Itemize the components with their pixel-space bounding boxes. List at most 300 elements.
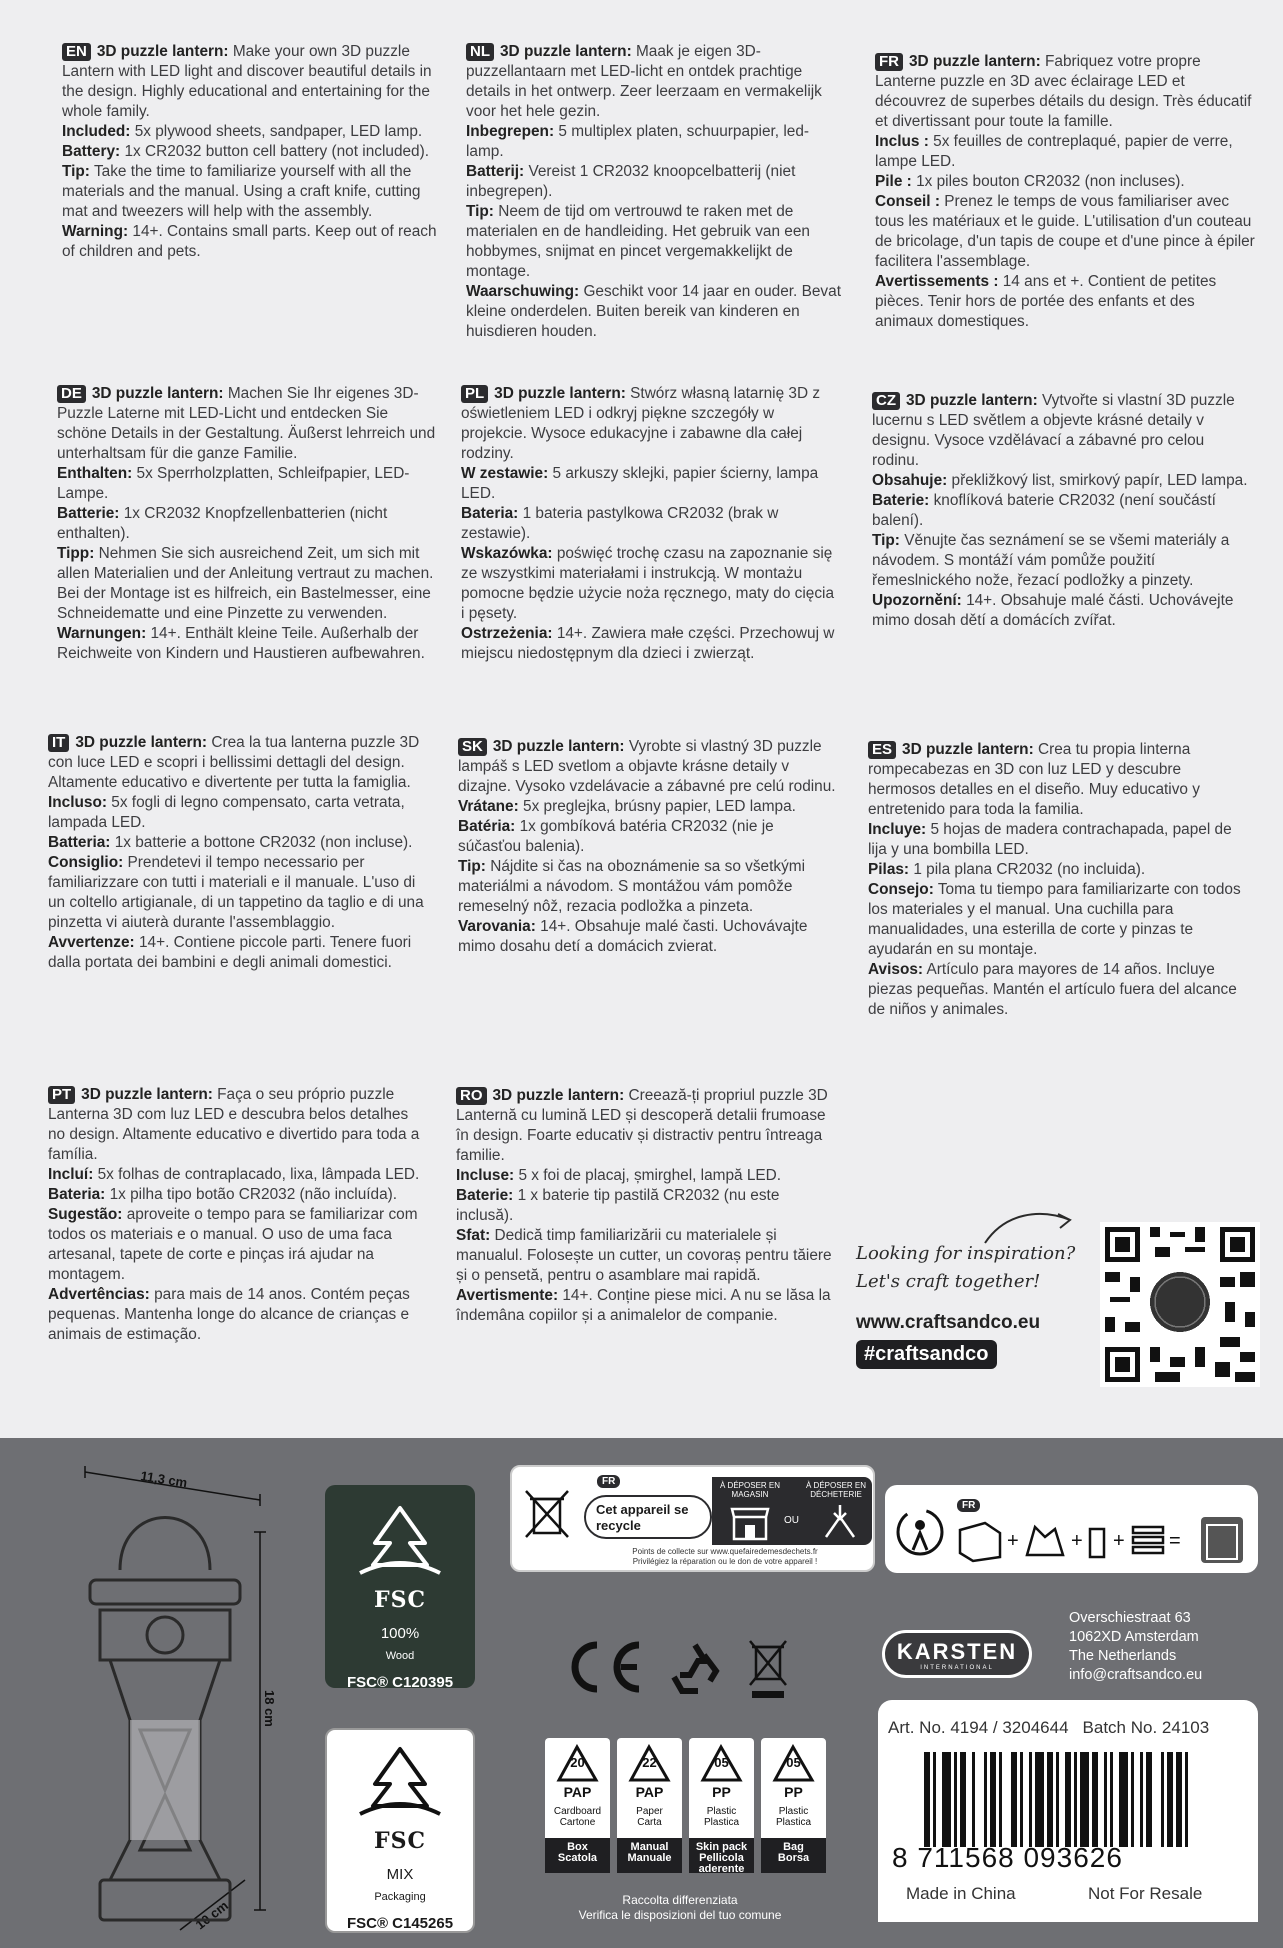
recycle-footer-line-1: Points de collecte sur www.quefairedemesdechets.fr [632,1547,818,1556]
included-label: Incluso: [48,794,107,811]
recycle-footer [580,1547,870,1567]
intro-text: Fabriquez votre propre Lanterne puzzle en 3D avec éclairage LED et découvrez de superbes détails du design. Très éducatif et divertissant pour toute la famille. [875,53,1252,130]
height-label: 18 cm [262,1690,277,1727]
tip-text: Nehmen Sie sich ausreichend Zeit, um sich mit allen Materialien und der Anleitung vertraut zu machen. Bei der Montage ist es hilfreich, ein Bastelmesser, eine Schneidematte und eine Pinzette zu verwenden. [57,545,434,622]
block-title: 3D puzzle lantern: [75,734,208,751]
instruction-block-it [48,733,428,973]
tip-label: Consiglio: [48,854,124,871]
included-text: 5 hojas de madera contrachapada, papel de lija y una bombilla LED. [868,821,1232,858]
instruction-block-de [57,384,437,664]
tip-label: Tip: [466,203,494,220]
barcode-bar [1074,1752,1077,1847]
battery-label: Batterij: [466,163,525,180]
packaging-name-en: Plastic [706,1806,737,1817]
block-included [458,797,838,817]
packaging-code-tile [617,1738,682,1873]
warning-label: Ostrzeżenia: [461,625,553,642]
block-intro [62,42,442,122]
block-title: 3D puzzle lantern: [81,1086,213,1103]
block-included [57,464,437,504]
fsc-tree-icon [355,1503,445,1578]
packaging-code-tile [545,1738,610,1873]
packaging-name-en: Cardboard [553,1806,602,1817]
recycle-footer-line-2: Privilégiez la réparation ou le don de votre appareil ! [632,1557,818,1566]
crossed-bin-icon [522,1487,572,1542]
block-warning [48,933,428,973]
barcode-bar [1011,1752,1017,1847]
packaging-material: PAP [563,1784,592,1800]
intro-text: Crea tu propia linterna rompecabezas en 3D con luz LED y descubre hermosos detalles en el diseño. Muy educativo y entretenido para toda la familia. [868,741,1200,818]
packaging-name-en: Plastic [778,1806,809,1817]
battery-label: Pile : [875,173,912,190]
included-label: Enthalten: [57,465,133,482]
tip-label: Tipp: [57,545,95,562]
battery-text: 1 bateria pastylkowa CR2032 (brak w zestawie). [461,505,779,542]
fsc-sub: Wood [385,1650,415,1662]
packaging-item [545,1838,610,1873]
language-badge: FR [875,53,903,71]
block-battery [872,491,1252,531]
svg-text:=: = [1169,1530,1181,1552]
block-tip [48,1205,428,1285]
battery-label: Battery: [62,143,121,160]
block-title: 3D puzzle lantern: [494,385,626,402]
barcode-bar [990,1752,996,1847]
article-box [878,1700,1258,1922]
language-badge: NL [466,43,494,61]
warning-label: Waarschuwing: [466,283,580,300]
not-for-resale: Not For Resale [1088,1884,1203,1903]
block-tip [868,880,1248,960]
battery-text: 1 x baterie tip pastilă CR2032 (nu este inclusă). [456,1187,780,1224]
instruction-block-sk [458,737,838,957]
tip-label: Sugestão: [48,1206,123,1223]
tip-label: Tip: [872,532,900,549]
instruction-block-fr [875,52,1255,332]
inspiration-block [856,1240,1096,1369]
block-battery [466,162,846,202]
block-warning [62,222,442,262]
packaging-material: PAP [635,1784,664,1800]
block-battery [868,860,1248,880]
included-label: Included: [62,123,131,140]
warning-text: 14+. Contains small parts. Keep out of reach of children and pets. [62,223,437,260]
block-warning [57,624,437,664]
included-text: 5x feuilles de contreplaqué, papier de verre, lampe LED. [875,133,1233,170]
block-title: 3D puzzle lantern: [91,385,224,402]
battery-text: 1x batterie a bottone CR2032 (non incluse). [114,834,413,851]
tip-text: Toma tu tiempo para familiarizarte con todos los materiales y el manual. Una cuchilla para manualidades, una esterilla de corte y pinzas te ayudarán en su montaje. [868,881,1241,958]
block-intro [875,52,1255,132]
company-address [1069,1609,1202,1685]
intro-text: Vytvořte si vlastní 3D puzzle lucernu s LED světlem a objevte krásné detaily v designu. Vysoce vzdělávací a zábavné pro celou rodinu. [872,392,1235,469]
block-included [48,793,428,833]
battery-text: 1x pilha tipo botão CR2032 (não incluída). [109,1186,398,1203]
language-badge: CZ [872,392,900,410]
language-badge: IT [48,734,69,752]
included-text: 5x Sperrholzplatten, Schleifpapier, LED-Lampe. [57,465,410,502]
tip-text: Věnujte čas seznámení se se všemi materiály a návodem. S montáží vám pomůže použití řemeslnického nože, řezací podložky a pinzety. [872,532,1230,589]
raccolta-line-2: Verifica le disposizioni del tuo comune [578,1908,782,1922]
packaging-number: 20 [570,1755,585,1770]
barcode-bar [933,1752,936,1847]
block-included [461,464,841,504]
ce-mark-icon [575,1645,639,1689]
barcode-bar [1131,1752,1134,1847]
barcode-bar [1167,1752,1173,1847]
packaging-item [617,1838,682,1873]
battery-text: 1x gombíková batéria CR2032 (nie je súčasťou balenia). [458,818,774,855]
block-included [868,820,1248,860]
block-tip [872,531,1252,591]
warning-text: para mais de 14 anos. Contém peças pequenas. Mantenha longe do alcance de crianças e animais de estimação. [48,1286,410,1343]
barcode-bar [1029,1752,1032,1847]
packaging-material: PP [784,1784,803,1800]
warning-label: Avvertenze: [48,934,135,951]
block-tip [461,544,841,624]
karsten-logo [882,1630,1032,1678]
packaging-item-it: Manuale [627,1852,672,1864]
fsc-license: FSC® C120395 [346,1674,454,1691]
battery-label: Batéria: [458,818,516,835]
weee-bin-icon [750,1641,786,1698]
website-link[interactable]: www.craftsandco.eu [856,1312,1041,1333]
tip-text: Nájdite si čas na oboznámenie sa so všetkými materiálmi a návodom. S montážou vám pomôže remeselný nôž, rezacia podložka a pinzeta. [458,858,806,915]
intro-text: Stwórz własną latarnię 3D z oświetleniem LED i odkryj piękne szczegóły w projekcie. Wysoce edukacyjne i zabawne dla całej rodziny. [461,385,821,462]
intro-text: Faça o seu próprio puzzle Lanterna 3D com luz LED e descubra belos detalhes no design. Altamente educativo e divertido para toda a família. [48,1086,420,1163]
barcode-bar [1056,1752,1059,1847]
instruction-block-nl [466,42,846,342]
block-included [62,122,442,142]
packaging-item [761,1838,826,1873]
barcode-bar [1161,1752,1164,1847]
warning-text: Artículo para mayores de 14 años. Incluye piezas pequeñas. Mantén el artículo fuera del alcance de niños y animales. [868,961,1237,1018]
lantern-dimension-drawing [60,1460,290,1940]
barcode-bar [960,1752,966,1847]
svg-text:+: + [1113,1530,1125,1552]
or-label: OU [784,1515,799,1526]
warning-label: Avertissements : [875,273,999,290]
packaging-name-it: Cartone [559,1817,596,1828]
tip-text: Dedică timp familiarizării cu materialele și manualul. Folosește un cutter, un covoraș pentru tăiere și o pensetă, pentru o asamblare mai rapidă. [456,1227,832,1284]
language-badge: PT [48,1086,75,1104]
karsten-name: KARSTEN [896,1639,1018,1664]
warning-label: Warning: [62,223,129,240]
warning-text: 14+. Obsahuje malé časti. Uchovávajte mimo dosahu detí a domácich zvierat. [458,918,808,955]
included-text: 5x plywood sheets, sandpaper, LED lamp. [134,123,423,140]
block-included [872,471,1252,491]
block-battery [48,1185,428,1205]
fsc-wood-label [325,1485,475,1691]
block-title: 3D puzzle lantern: [902,741,1034,758]
block-warning [466,282,846,342]
warning-label: Avisos: [868,961,924,978]
block-warning [868,960,1248,1020]
barcode-bar [954,1752,957,1847]
address-city: 1062XD Amsterdam [1069,1629,1199,1645]
included-text: 5x fogli di legno compensato, carta vetrata, lampada LED. [48,794,405,831]
dump-arrow-icon [820,1503,860,1541]
karsten-sub: INTERNATIONAL [920,1665,994,1671]
block-tip [57,544,437,624]
barcode-bar [942,1752,951,1847]
store-icon [730,1505,770,1541]
block-title: 3D puzzle lantern: [96,43,229,60]
block-battery [458,817,838,857]
block-title: 3D puzzle lantern: [909,53,1041,70]
recycle-dropoff-panel [712,1477,872,1545]
packaging-item-en: Box [567,1841,588,1853]
fsc-percent: 100% [380,1625,420,1642]
included-label: Inclus : [875,133,929,150]
instruction-block-pt [48,1085,428,1345]
barcode-bar [1020,1752,1023,1847]
inspiration-line-1: Looking for inspiration? [856,1243,1076,1264]
tip-label: Tip: [458,858,486,875]
compliance-marks [555,1633,795,1703]
warning-text: 14+. Contiene piccole parti. Tenere fuori dalla portata dei bambini e degli animali domestici. [48,934,412,971]
included-label: Incluse: [456,1167,515,1184]
language-badge: RO [456,1087,487,1105]
barcode-bar [1047,1752,1053,1847]
raccolta-note [540,1893,820,1923]
qr-code[interactable] [1100,1222,1260,1387]
language-badge: SK [458,738,487,756]
barcode-bar [1140,1752,1143,1847]
block-battery [461,504,841,544]
raccolta-line-1: Raccolta differenziata [622,1893,738,1907]
instruction-block-cz [872,391,1252,631]
included-label: Incluye: [868,821,927,838]
fsc-tree-icon [355,1744,445,1819]
tip-text: Neem de tijd om vertrouwd te raken met de materialen en de handleiding. Het gebruik van een hobbymes, snijmat en pincet vergemakkelijkt de montage. [466,203,810,280]
warning-label: Warnungen: [57,625,147,642]
tip-text: Prendetevi il tempo necessario per familiarizzare con tutti i materiali e il manuale. L'uso di un coltello artigianale, di un tappetino da taglio e di una pinzetta vi aiuterà durante l'assemblaggio. [48,854,424,931]
recycle-info-box [510,1465,875,1572]
battery-label: Baterie: [872,492,930,509]
block-tip [456,1226,836,1286]
block-battery [456,1186,836,1226]
block-included [456,1166,836,1186]
made-in: Made in China [906,1884,1016,1903]
fsc-mix-label [325,1728,475,1933]
battery-label: Pilas: [868,861,910,878]
block-tip [458,857,838,917]
warning-label: Avertismente: [456,1287,559,1304]
included-label: Vrátane: [458,798,519,815]
warning-text: 14+. Obsahuje malé části. Uchovávejte mimo dosah dětí a domácích zvířat. [872,592,1234,629]
packaging-item-it: Pellicola aderente [698,1852,745,1875]
included-text: překližkový list, smirkový papír, LED lampa. [951,472,1248,489]
tip-label: Consejo: [868,881,934,898]
battery-label: Bateria: [461,505,519,522]
barcode-digits: 8 711568 093626 [892,1842,1123,1873]
instruction-block-pl [461,384,841,664]
depth-label: 10 cm [192,1897,231,1933]
packaging-code-tile [761,1738,826,1873]
fsc-sub: Packaging [374,1891,426,1903]
battery-text: 1x piles bouton CR2032 (non incluses). [916,173,1185,190]
instruction-block-en [62,42,442,262]
warning-text: Geschikt voor 14 jaar en ouder. Bevat kleine onderdelen. Buiten bereik van kinderen en huisdieren houden. [466,283,841,340]
article-line [888,1718,1209,1738]
packaging-number: 22 [642,1755,657,1770]
battery-label: Batterie: [57,505,120,522]
packaging-name-it: Plastica [703,1817,739,1828]
block-title: 3D puzzle lantern: [492,1087,625,1104]
packaging-name-it: Carta [637,1817,662,1828]
included-label: Inbegrepen: [466,123,555,140]
packaging-item [689,1838,754,1873]
triman-box [885,1485,1258,1573]
address-street: Overschiestraat 63 [1069,1610,1191,1626]
tip-label: Conseil : [875,193,940,210]
tip-text: aproveite o tempo para se familiarizar com todos os materiais e o manual. O uso de uma faca artesanal, tapete de corte e pinças irá ajudar na montagem. [48,1206,418,1283]
tip-text: Take the time to familiarize yourself with all the materials and the manual. Using a craft knife, cutting mat and tweezers will help with the assembly. [62,163,421,220]
tip-label: Tip: [62,163,90,180]
block-intro [458,737,838,797]
fr-badge: FR [597,1475,620,1488]
packaging-material: PP [712,1784,731,1800]
warning-label: Advertências: [48,1286,150,1303]
warning-text: 14+. Zawiera małe części. Przechowuj w miejscu niedostępnym dla dzieci i zwierząt. [461,625,835,662]
tip-text: Prenez le temps de vous familiariser avec tous les matériaux et le guide. L'utilisation d'un couteau de bricolage, d'un tapis de coupe et d'une pince à épiler facilitera l'assemblage. [875,193,1255,270]
barcode-bar [984,1752,987,1847]
warning-text: 14+. Conține piese mici. A nu se lăsa la îndemâna copiilor și a animalelor de companie. [456,1287,831,1324]
fr-badge: FR [957,1499,980,1512]
block-intro [872,391,1252,471]
packaging-item-en: Skin pack [695,1841,748,1853]
svg-text:+: + [1071,1530,1083,1552]
tip-label: Wskazówka: [461,545,553,562]
intro-text: Machen Sie Ihr eigenes 3D-Puzzle Laterne mit LED-Licht und entdecken Sie schöne Details in der Gestaltung. Äußerst lehrreich und unterhaltsam für die ganze Familie. [57,385,436,462]
address-email[interactable]: info@craftsandco.eu [1069,1667,1203,1683]
triman-icon [893,1505,948,1560]
block-battery [57,504,437,544]
block-intro [48,733,428,793]
barcode-bar [972,1752,975,1847]
block-included [875,132,1255,172]
block-warning [48,1285,428,1345]
packaging-item-it: Scatola [557,1852,598,1864]
block-warning [461,624,841,664]
packaging-number: 05 [714,1755,729,1770]
dump-dropoff-label: À DÉPOSER EN DÉCHETERIE [806,1481,867,1499]
language-badge: EN [62,43,91,61]
batch-number: Batch No. 24103 [1082,1718,1210,1737]
block-tip [466,202,846,282]
included-label: W zestawie: [461,465,549,482]
block-intro [461,384,841,464]
block-battery [875,172,1255,192]
fsc-word: FSC [373,1587,427,1613]
packaging-code-tile [689,1738,754,1873]
barcode-bar [1110,1752,1113,1847]
language-badge: ES [868,741,896,759]
barcode-bar [1065,1752,1071,1847]
inspiration-line-2: Let's craft together! [856,1271,1041,1292]
battery-text: 1x CR2032 Knopfzellenbatterien (nicht enthalten). [57,505,388,542]
barcode-bar [1092,1752,1098,1847]
block-title: 3D puzzle lantern: [500,43,632,60]
barcode-bar [924,1752,930,1847]
warning-label: Upozornění: [872,592,962,609]
block-intro [868,740,1248,820]
barcode-bar [1185,1752,1188,1847]
hashtag-badge: #craftsandco [856,1340,997,1369]
battery-text: 1x CR2032 button cell battery (not included). [124,143,430,160]
packaging-item-it: Borsa [777,1852,810,1864]
warning-text: 14+. Enthält kleine Teile. Außerhalb der Reichweite von Kindern und Haustieren aufbewahren. [57,625,425,662]
packaging-item-en: Bag [783,1841,804,1853]
tip-label: Sfat: [456,1227,491,1244]
included-text: 5 arkuszy sklejki, papier ścierny, lampa LED. [461,465,819,502]
recycle-icon [674,1645,716,1691]
intro-text: Crea la tua lanterna puzzle 3D con luce LED e scopri i bellissimi dettagli del design. Altamente educativo e divertente per tutta la famiglia. [48,734,420,791]
intro-text: Make your own 3D puzzle Lantern with LED light and discover beautiful details in the design. Highly educational and entertaining for the whole family. [62,43,432,120]
packaging-item-en: Manual [630,1841,669,1853]
included-text: 5x folhas de contraplacado, lixa, lâmpada LED. [97,1166,420,1183]
block-warning [456,1286,836,1326]
battery-text: knoflíková baterie CR2032 (není součástí balení). [872,492,1216,529]
block-intro [48,1085,428,1165]
included-text: 5 multiplex platen, schuurpapier, led-lamp. [466,123,810,160]
recycle-bubble: Cet appareil se recycle [584,1495,712,1539]
warning-text: 14 ans et +. Contient de petites pièces. Tenir hors de portée des enfants et des animaux domestiques. [875,273,1217,330]
battery-label: Baterie: [456,1187,514,1204]
fsc-mix: MIX [386,1866,414,1883]
width-label: 11,3 cm [139,1468,189,1491]
block-battery [62,142,442,162]
language-badge: PL [461,385,488,403]
block-tip [875,192,1255,272]
block-included [48,1165,428,1185]
barcode-bar [1080,1752,1089,1847]
block-warning [875,272,1255,332]
intro-text: Creează-ți propriul puzzle 3D Lanternă cu lumină LED și descoperă detalii frumoase în design. Foarte educativ și distractiv pentru întreaga familie. [456,1087,828,1164]
block-intro [57,384,437,464]
intro-text: Maak je eigen 3D-puzzellantaarn met LED-licht en ontdek prachtige details in het ontwerp. Zeer leerzaam en vermakelijk voor het hele gezin. [466,43,822,120]
block-intro [466,42,846,122]
block-warning [872,591,1252,631]
instruction-block-ro [456,1086,836,1326]
block-warning [458,917,838,957]
barcode-bar [1119,1752,1128,1847]
block-title: 3D puzzle lantern: [906,392,1038,409]
included-label: Incluí: [48,1166,94,1183]
packaging-number: 05 [786,1755,801,1770]
sorting-guide-icons [955,1515,1250,1565]
barcode-bar [1104,1752,1107,1847]
block-tip [62,162,442,222]
battery-label: Bateria: [48,1186,106,1203]
included-text: 5 x foi de placaj, șmirghel, lampă LED. [518,1167,782,1184]
article-number: Art. No. 4194 / 3204644 [888,1718,1069,1737]
store-dropoff-label: À DÉPOSER EN MAGASIN [720,1481,781,1499]
instruction-block-es [868,740,1248,1020]
packaging-name-en: Paper [636,1806,663,1817]
battery-text: Vereist 1 CR2032 knoopcelbatterij (niet inbegrepen). [466,163,796,200]
fsc-word: FSC [373,1828,427,1854]
language-badge: DE [57,385,86,403]
barcode-bar [1176,1752,1182,1847]
tip-text: poświęć trochę czasu na zapoznanie się ze wszystkimi materiałami i instrukcją. W montażu pomocne będzie użycie noża ręcznego, maty do cięcia i pęsety. [461,545,835,622]
address-country: The Netherlands [1069,1648,1177,1664]
barcode-bar [999,1752,1002,1847]
intro-text: Vyrobte si vlastný 3D puzzle lampáš s LED svetlom a objavte krásne detaily v dizajne. Vysoko vzdelávacie a zábavné pre celú rodinu. [458,738,836,795]
battery-text: 1 pila plana CR2032 (no incluida). [913,861,1146,878]
block-battery [48,833,428,853]
